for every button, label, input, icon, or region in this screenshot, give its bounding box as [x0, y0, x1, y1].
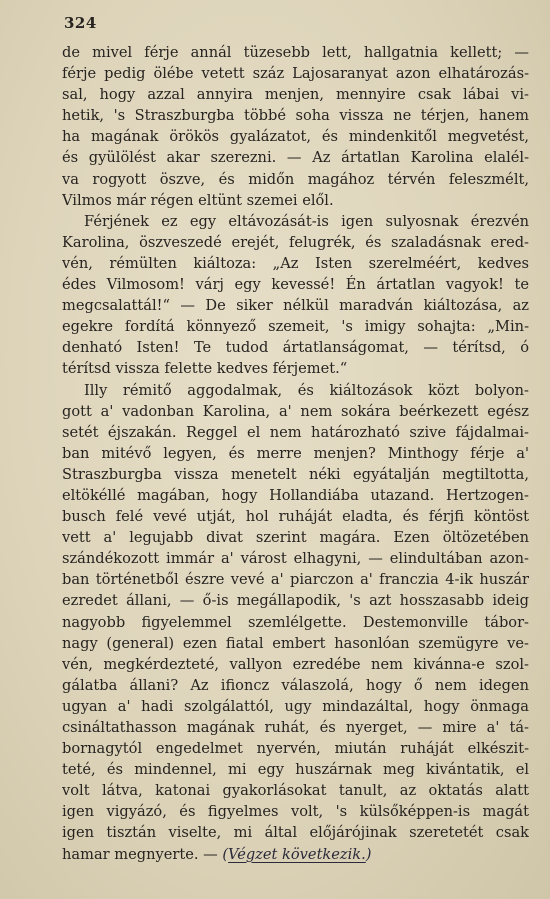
text-line: gálatba állani? Az ifioncz válaszolá, hogy ő nem idegen — [62, 676, 529, 694]
text-line: ban történetből észre vevé a' piarczon a' franczia 4-ik huszár — [62, 571, 529, 589]
text-line: ugyan a' hadi szolgálattól, ugy mindazáltal, hogy önmaga — [62, 697, 529, 715]
handwritten-paren-open: ( — [222, 845, 229, 863]
handwritten-note: Végzet következik. — [228, 845, 366, 863]
text-line: vett a' legujabb divat szerint magára. Ezen öltözetében — [62, 529, 529, 547]
text-line: teté, és mindennel, mi egy huszárnak meg kivántatik, el — [62, 761, 529, 779]
body-text — [62, 42, 529, 865]
text-line: igen tisztán viselte, mi által előjárójinak szeretetét csak — [62, 824, 529, 842]
text-line: édes Vilmosom! várj egy kevessé! Én ártatlan vagyok! te — [62, 276, 529, 294]
final-line — [62, 844, 529, 865]
text-line: gott a' vadonban Karolina, a' nem sokára beérkezett egész — [62, 402, 529, 420]
text-line: ha magának örökös gyalázatot, és mindenkitől megvetést, — [62, 128, 529, 146]
page-number: 324 — [64, 14, 97, 32]
text-line: és gyülölést akar szerezni. — Az ártatlan Karolina elalél- — [62, 149, 529, 167]
text-line: ezredet állani, — ő-is megállapodik, 's azt hosszasabb ideig — [62, 592, 529, 610]
text-line: Illy rémitő aggodalmak, és kiáltozások közt bolyon- — [84, 381, 529, 399]
text-line: vén, rémülten kiáltoza: „Az Isten szerelméért, kedves — [62, 254, 529, 272]
text-line: Straszburgba vissza menetelt néki egyátalján megtiltotta, — [62, 465, 529, 483]
text-line: ban mitévő legyen, és merre menjen? Minthogy férje a' — [62, 444, 529, 462]
text-line: volt látva, katonai gyakorlásokat tanult, az oktatás alatt — [62, 782, 529, 800]
text-line: Vilmos már régen eltünt szemei elől. — [62, 191, 334, 209]
text-line: nagy (general) ezen fiatal embert hasonlóan szemügyre ve- — [62, 634, 529, 652]
text-line: térítsd vissza felette kedves férjemet.“ — [62, 360, 348, 378]
text-line: setét éjszakán. Reggel el nem határozható szive fájdalmai- — [62, 423, 529, 441]
text-line: eltökéllé magában, hogy Hollandiába utazand. Hertzogen- — [62, 486, 529, 504]
text-line: igen vigyázó, és figyelmes volt, 's külsőképpen-is magát — [62, 803, 529, 821]
text-line: hetik, 's Straszburgba többé soha vissza ne térjen, hanem — [62, 107, 529, 125]
text-line: sal, hogy azzal annyira menjen, mennyire csak lábai vi- — [62, 86, 529, 104]
text-line: megcsalattál!“ — De siker nélkül maradván kiáltozása, az — [62, 297, 529, 315]
final-line-text: hamar megnyerte. — — [62, 845, 218, 863]
text-line: nagyobb figyelemmel szemlélgette. Destemonville tábor- — [62, 613, 529, 631]
text-line: Karolina, öszveszedé erejét, felugrék, és szaladásnak ered- — [62, 233, 529, 251]
text-line: vén, megkérdezteté, vallyon ezredébe nem kivánna-e szol- — [62, 655, 529, 673]
text-line: szándékozott immár a' várost elhagyni, — elindultában azon- — [62, 550, 529, 568]
handwritten-paren-close: ) — [365, 845, 372, 863]
text-line: Férjének ez egy eltávozását-is igen sulyosnak érezvén — [84, 212, 529, 230]
text-line: bornagytól engedelmet nyervén, miután ruháját elkészit- — [62, 740, 529, 758]
text-line: va rogyott öszve, és midőn magához térvén feleszmélt, — [62, 170, 529, 188]
text-line: busch felé vevé utját, hol ruháját eladta, és férjfi köntöst — [62, 508, 529, 526]
text-line: férje pedig ölébe vetett száz Lajosaranyat azon elhatározás- — [62, 65, 529, 83]
text-line: csináltathasson magának ruhát, és nyerget, — mire a' tá- — [62, 719, 529, 736]
text-line: denható Isten! Te tudod ártatlanságomat, — térítsd, ó — [62, 339, 529, 357]
text-line: de mivel férje annál tüzesebb lett, hallgatnia kellett; — — [62, 44, 529, 61]
text-line: egekre fordítá könnyező szemeit, 's imigy sohajta: „Min- — [62, 318, 529, 336]
